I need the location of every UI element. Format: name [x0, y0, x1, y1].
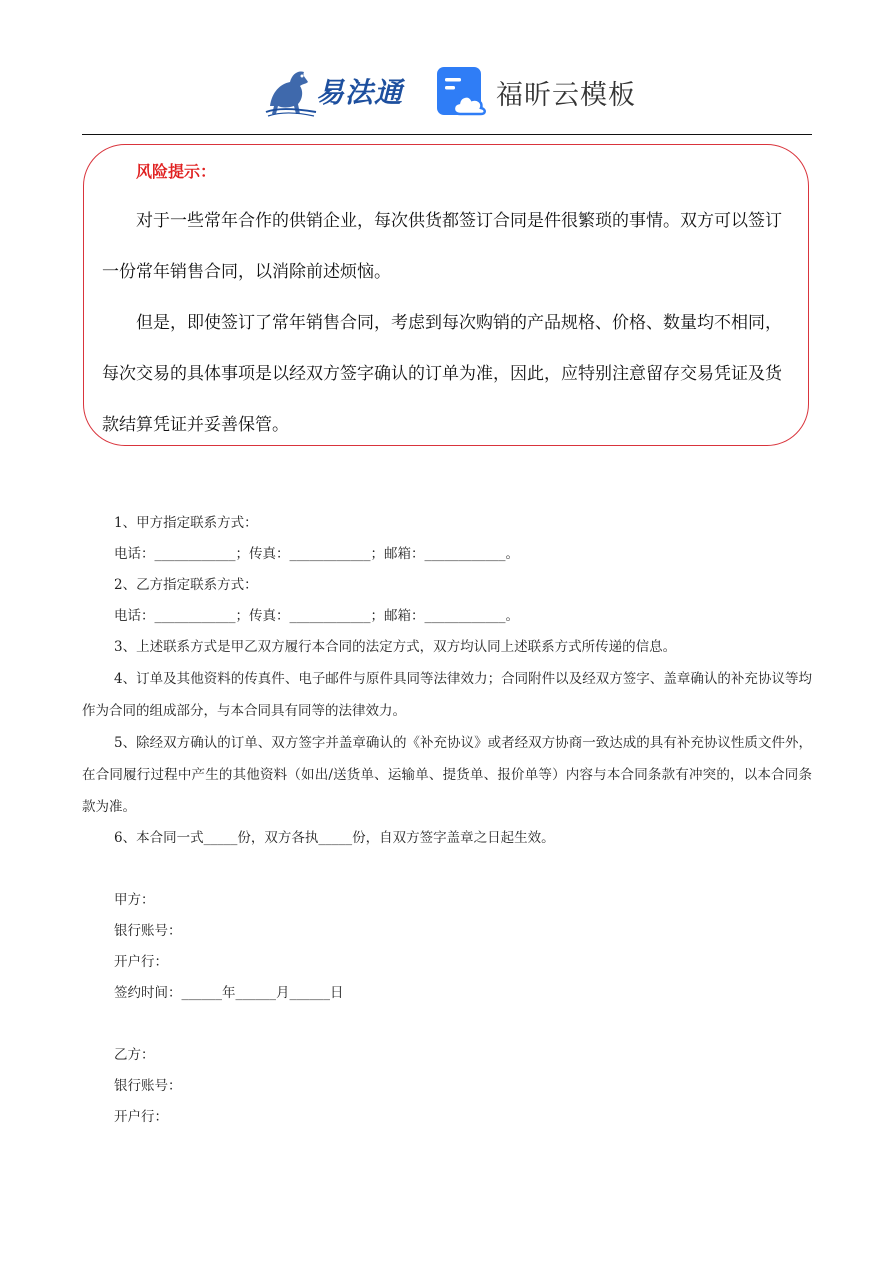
risk-notice-box [83, 144, 809, 446]
clause-3: 3、上述联系方式是甲乙双方履行本合同的法定方式，双方均认同上述联系方式所传递的信息。 [114, 639, 677, 655]
party-b-contact-fields: 电话：____________；传真：____________；邮箱：____________。 [114, 608, 519, 624]
clause-4: 4、订单及其他资料的传真件、电子邮件与原件具同等法律效力；合同附件以及经双方签字、盖章确认的补充协议等均作为合同的组成部分，与本合同具有同等的法律效力。 [82, 671, 812, 719]
fuxin-logo-text: 福昕云模板 [496, 79, 636, 110]
party-a-bank-account: 银行账号： [114, 923, 182, 939]
party-b-bank: 开户行： [114, 1109, 168, 1125]
fuxin-logo [436, 66, 636, 118]
party-a-sign-date: 签约时间：______年______月______日 [114, 985, 344, 1001]
cloud-document-icon [436, 66, 488, 118]
clause-5: 5、除经双方确认的订单、双方签字并盖章确认的《补充协议》或者经双方协商一致达成的具有补充协议性质文件外，在合同履行过程中产生的其他资料（如出/送货单、运输单、提货单、报价单等）内容与本合同条款有冲突的，以本合同条款为准。 [82, 735, 812, 815]
party-b-bank-account: 银行账号： [114, 1078, 182, 1094]
header-divider [82, 134, 812, 135]
risk-paragraph: 对于一些常年合作的供销企业，每次供货都签订合同是件很繁琐的事情。双方可以签订一份常年销售合同，以消除前述烦恼。 [102, 211, 782, 281]
party-a-contact-fields: 电话：____________；传真：____________；邮箱：____________。 [114, 546, 519, 562]
risk-notice-text [102, 195, 792, 450]
yifatong-logo [262, 62, 412, 120]
clause-6: 6、本合同一式_____份，双方各执_____份，自双方签字盖章之日起生效。 [114, 830, 555, 846]
horse-emblem-icon [262, 62, 322, 120]
contract-body [82, 508, 812, 1133]
party-b-label: 乙方： [114, 1047, 155, 1063]
party-a-contact-heading: 1、甲方指定联系方式： [114, 515, 258, 531]
risk-paragraph: 但是，即使签订了常年销售合同，考虑到每次购销的产品规格、价格、数量均不相同，每次交易的具体事项是以经双方签字确认的订单为准，因此，应特别注意留存交易凭证及货款结算凭证并妥善保管。 [102, 313, 782, 434]
party-b-contact-heading: 2、乙方指定联系方式： [114, 577, 258, 593]
party-a-bank: 开户行： [114, 954, 168, 970]
page-header [0, 58, 893, 128]
risk-notice-title: 风险提示： [136, 164, 217, 181]
yifatong-logo-text: 易法通 [316, 76, 404, 109]
party-a-label: 甲方： [114, 892, 155, 908]
